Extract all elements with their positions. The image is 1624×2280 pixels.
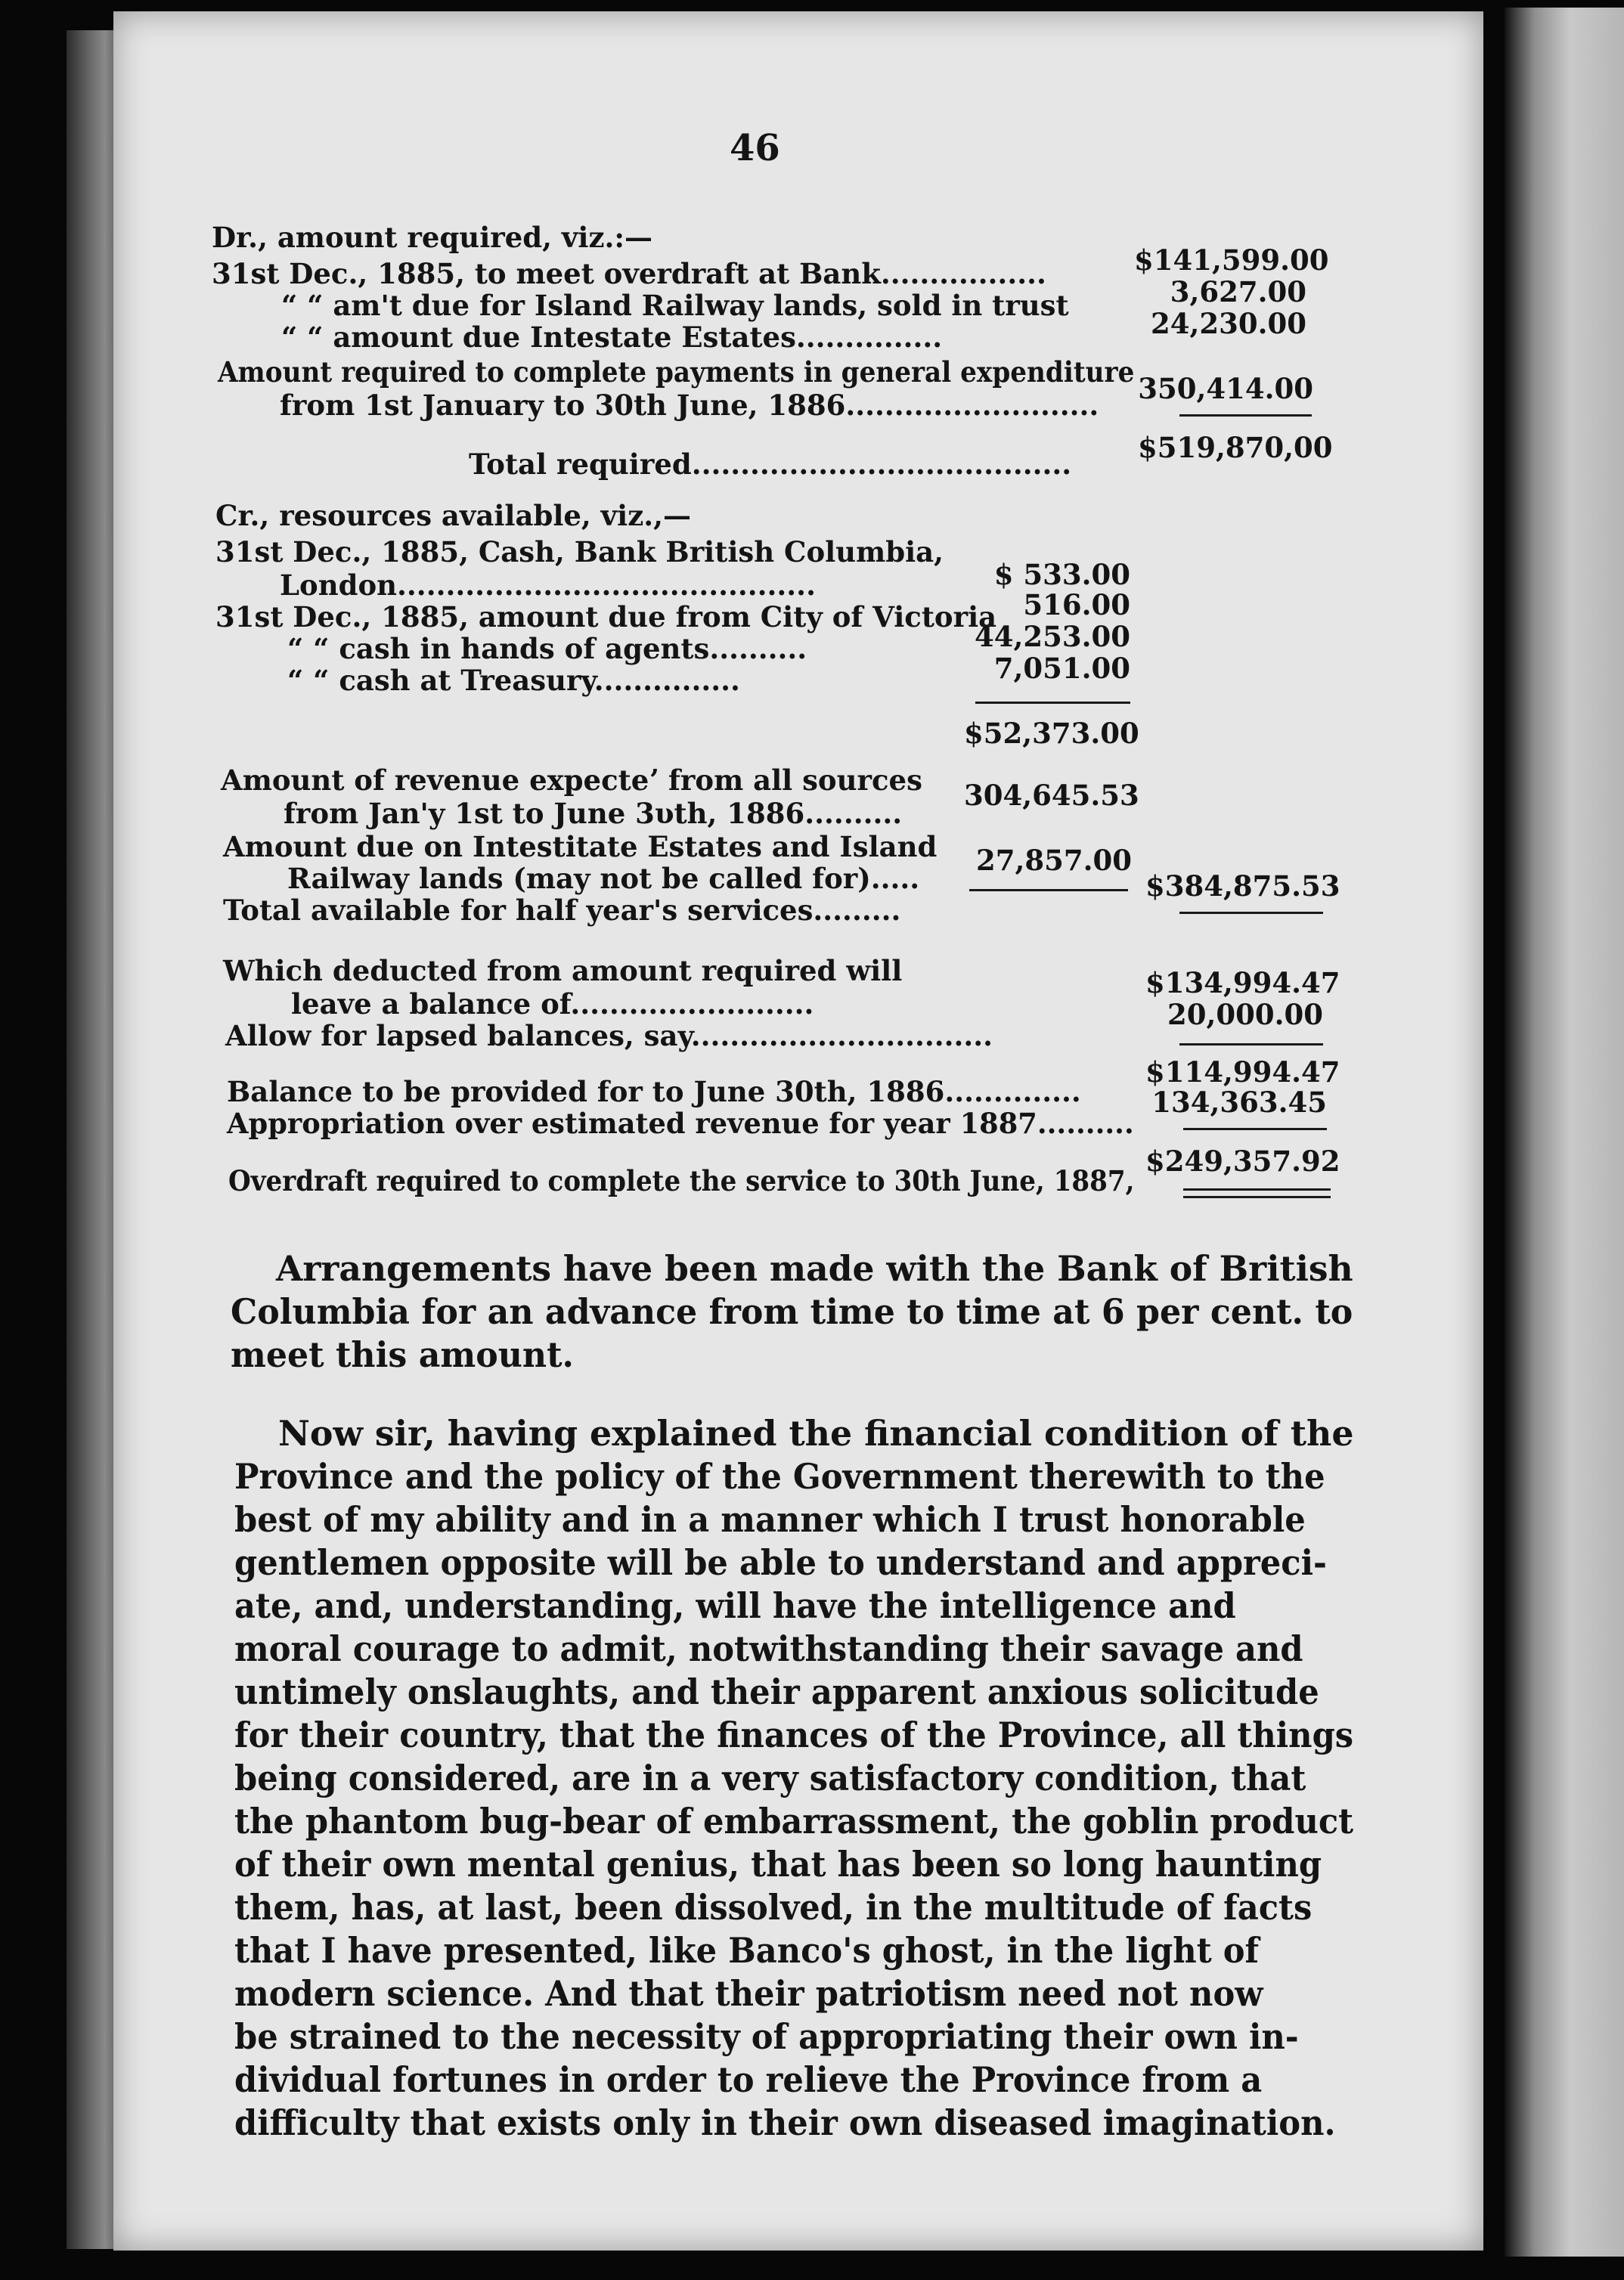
dr-line-5: from 1st January to 30th June, 1886.......................... <box>280 389 1099 422</box>
paragraph2-line-1: Now sir, having explained the financial condition of the <box>278 1413 1354 1454</box>
paragraph2-line-10: the phantom bug-bear of embarrassment, the goblin product <box>234 1801 1354 1842</box>
paragraph2-line-9: being considered, are in a very satisfactory condition, that <box>234 1758 1306 1798</box>
paragraph2-line-3: best of my ability and in a manner which I trust honorable <box>234 1499 1306 1540</box>
dr-line-1: 31st Dec., 1885, to meet overdraft at Bank................. <box>212 257 1046 290</box>
paragraph2-line-15: be strained to the necessity of appropriating their own in- <box>234 2016 1299 2057</box>
appropriation-amount: 134,363.45 <box>1151 1086 1327 1119</box>
page-number: 46 <box>730 127 780 169</box>
balance-amount: $134,994.47 <box>1145 966 1340 999</box>
overdraft-rule-1 <box>1183 1188 1331 1191</box>
cr-line-4: “ “ cash in hands of agents.......... <box>287 632 807 665</box>
facing-page-edge <box>1505 8 1624 2257</box>
paragraph-bank-arrangement <box>276 1247 1363 1290</box>
cr-amount-4: 44,253.00 <box>975 620 1130 653</box>
paragraph2-line-11: of their own mental genius, that has been so long haunting <box>234 1844 1322 1885</box>
cr-heading: Cr., resources available, viz.,— <box>215 499 691 532</box>
paragraph2-line-14: modern science. And that their patriotism need not now <box>234 1973 1263 2014</box>
available-rule-right <box>1179 912 1323 914</box>
total-required-amount: $519,870,00 <box>1138 431 1333 464</box>
cr-amount-2: $ 533.00 <box>993 558 1130 591</box>
cr-line-5: “ “ cash at Treasury............... <box>287 664 740 697</box>
paragraph2-line-2: Province and the policy of the Government therewith to the <box>234 1456 1325 1497</box>
deduction-line-1: Which deducted from amount required will <box>223 954 903 987</box>
overdraft-label: Overdraft required to complete the service to 30th June, 1887, <box>228 1164 1135 1197</box>
paragraph1-line-1: Arrangements have been made with the Bank of British <box>276 1248 1353 1289</box>
balance-line-1: Balance to be provided for to June 30th, 1886.............. <box>227 1075 1081 1108</box>
dr-amount-5: 350,414.00 <box>1138 372 1313 405</box>
overdraft-rule-2 <box>1183 1196 1331 1198</box>
paragraph2-line-17: difficulty that exists only in their own diseased imagination. <box>234 2102 1336 2143</box>
available-rule-left <box>969 889 1128 891</box>
cr-subtotal: $52,373.00 <box>964 717 1139 750</box>
total-available-label: Total available for half year's services......... <box>223 894 901 927</box>
dr-line-2: “ “ am't due for Island Railway lands, sold in trust <box>281 289 1069 322</box>
balance-provided-amount: $114,994.47 <box>1145 1055 1340 1089</box>
paragraph-conclusion-first <box>278 1412 1358 1455</box>
revenue-amount: 304,645.53 <box>964 779 1139 812</box>
paragraph2-line-4: gentlemen opposite will be able to understand and appreci- <box>234 1542 1327 1583</box>
paragraph-bank-arrangement-cont <box>231 1290 1397 1377</box>
dr-line-3: “ “ amount due Intestate Estates............... <box>281 321 943 354</box>
cr-line-1: 31st Dec., 1885, Cash, Bank British Columbia, <box>215 535 944 568</box>
paragraph2-line-12: them, has, at last, been dissolved, in the multitude of facts <box>234 1887 1313 1928</box>
paragraph2-line-16: dividual fortunes in order to relieve the Province from a <box>234 2059 1263 2100</box>
balance-rule <box>1183 1128 1327 1130</box>
paragraph2-line-13: that I have presented, like Banco's ghost, in the light of <box>234 1930 1260 1971</box>
paragraph1-line-3: meet this amount. <box>231 1334 574 1375</box>
lapsed-amount: 20,000.00 <box>1167 998 1323 1031</box>
cr-amount-5: 7,051.00 <box>993 652 1130 685</box>
total-required-label: Total required....................................... <box>469 448 1072 481</box>
deduction-line-3: Allow for lapsed balances, say............................... <box>225 1019 993 1052</box>
paragraph2-line-8: for their country, that the finances of the Province, all things <box>234 1715 1354 1755</box>
paragraph2-line-5: ate, and, understanding, will have the intelligence and <box>234 1585 1236 1626</box>
dr-amount-1: $141,599.00 <box>1134 243 1329 277</box>
deduction-line-2: leave a balance of......................... <box>291 987 814 1021</box>
balance-line-2: Appropriation over estimated revenue for year 1887.......... <box>227 1107 1134 1140</box>
cr-line-3: 31st Dec., 1885, amount due from City of Victoria <box>215 600 997 634</box>
total-available-amount: $384,875.53 <box>1145 869 1340 903</box>
deduction-rule <box>1179 1043 1323 1046</box>
paragraph1-line-2: Columbia for an advance from time to time at 6 per cent. to <box>231 1291 1353 1332</box>
overdraft-amount: $249,357.92 <box>1145 1145 1340 1178</box>
revenue-line-1: Amount of revenue expecteʼ from all sources <box>221 764 922 797</box>
paragraph-conclusion <box>234 1455 1426 2145</box>
dr-amount-2: 3,627.00 <box>1170 275 1306 308</box>
paragraph2-line-7: untimely onslaughts, and their apparent anxious solicitude <box>234 1671 1319 1712</box>
total-rule <box>1179 414 1312 417</box>
cr-subtotal-rule <box>975 702 1130 704</box>
revenue-line-3: Amount due on Intestitate Estates and Island <box>223 830 938 863</box>
cr-amount-3: 516.00 <box>1023 588 1130 621</box>
dr-amount-3: 24,230.00 <box>1151 307 1306 340</box>
revenue-line-4: Railway lands (may not be called for)..... <box>287 862 920 895</box>
cr-line-2: London........................................... <box>280 568 816 602</box>
dr-line-4: Amount required to complete payments in general expenditure <box>218 355 1135 389</box>
dr-heading: Dr., amount required, viz.:— <box>212 221 653 254</box>
paragraph2-line-6: moral courage to admit, notwithstanding their savage and <box>234 1628 1303 1669</box>
revenue-line-2: from Jan'y 1st to June 3υth, 1886.......... <box>284 797 903 830</box>
intestate-amount: 27,857.00 <box>976 844 1132 877</box>
